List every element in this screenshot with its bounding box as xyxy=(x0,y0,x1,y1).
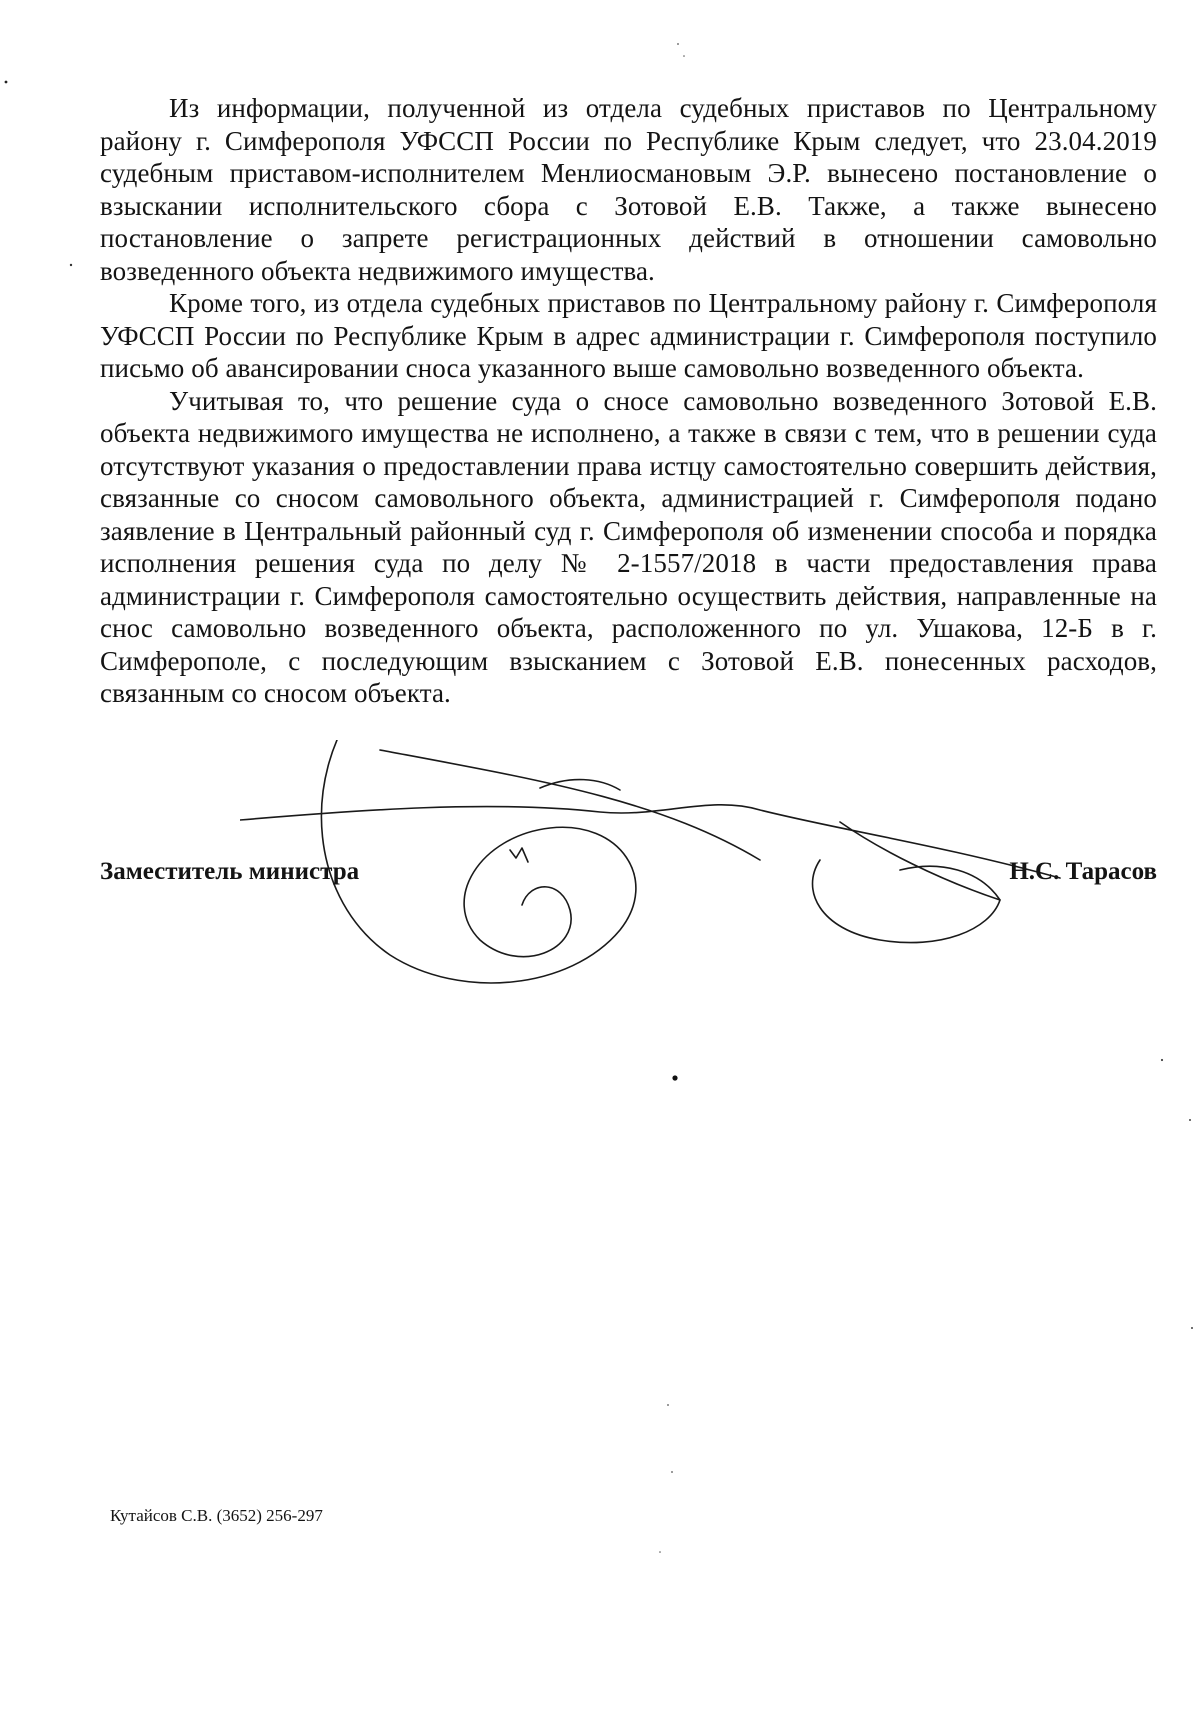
paragraph-bailiff-info: Из информации, полученной из отдела судебных приставов по Центральному району г. Симферополя УФССП России по Республике Крым следует, что 23.04.2019 судебным приставом-исполнителем Менлиосмановым Э.Р. вынесено постановление о взыскании исполнительского сбора с Зотовой Е.В. Также, а также вынесено постановление о запрете регистрационных действий в отношении самовольно возведенного объекта недвижимого имущества. xyxy=(100,93,1157,286)
signatory-position: Заместитель министра xyxy=(100,858,360,885)
signature-block xyxy=(100,858,1157,898)
signatory-name: Н.С. Тарасов xyxy=(1009,858,1157,885)
paragraph-demolition-advance: Кроме того, из отдела судебных приставов по Центральному району г. Симферополя УФССП России по Республике Крым в адрес администрации г. Симферополя поступило письмо об авансировании сноса указанного выше самовольно возведенного объекта. xyxy=(100,288,1157,383)
executor-contact: Кутайсов С.В. (3652) 256-297 xyxy=(110,1506,323,1525)
letter-body xyxy=(100,92,1157,710)
paragraph-court-application: Учитывая то, что решение суда о сносе самовольно возведенного Зотовой Е.В. объекта недвижимого имущества не исполнено, а также в связи с тем, что в решении суда отсутствуют указания о предоставлении права истцу самостоятельно совершить действия, связанные со сносом самовольного объекта, администрацией г. Симферополя подано заявление в Центральный районный суд г. Симферополя об изменении способа и порядка исполнения решения суда по делу № 2-1557/2018 в части предоставления права администрации г. Симферополя самостоятельно осуществить действия, направленные на снос самовольно возведенного объекта, расположенного по ул. Ушакова, 12-Б в г. Симферополе, с последующим взысканием с Зотовой Е.В. понесенных расходов, связанным со сносом объекта. xyxy=(100,385,1157,708)
